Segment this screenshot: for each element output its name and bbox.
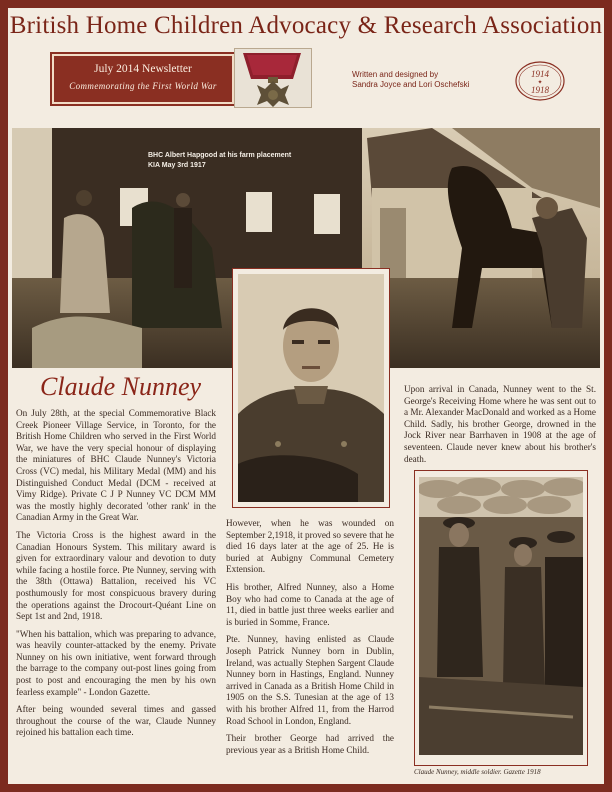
years-emblem (514, 60, 566, 102)
article-column-1 (16, 408, 216, 745)
paragraph: Upon arrival in Canada, Nunney went to the St. George's Receiving Home where he was sent out to a Mr. Alexander MacDonald and worked as a Home Child. Sadly, his brother George, drowned in the Jock River near Barrhaven in 1908 at the age of seventeen. Claude never knew about his brother's death. (404, 384, 596, 464)
paragraph: On July 28th, at the special Commemorative Black Creek Pioneer Village Service, in Toronto, for the British Home Children who served in the First World War, we have the very special honour of displaying the miniatures of BHC Claude Nunney's Victoria Cross (VC) medal, his Military Medal (MM) and his Distinguished Conduct Medal (DCM - received at Vimy Ridge). Private C J P Nunney VC DCM MM was the mostly highly decorated 'other rank' in the Canadian Army in the Great War. (16, 408, 216, 523)
newsletter-banner (52, 54, 234, 104)
article-column-3 (404, 384, 596, 471)
paragraph: "When his battalion, which was preparing to advance, was heavily counter-attacked by the enemy. Private Nunney on his own initiative, went forward through the barrage to the company out-post lines going from post to post and encouraging the men by his own fearless example" - London Gazette. (16, 628, 216, 697)
farm-photo-caption (148, 151, 291, 171)
paragraph: However, when he was wounded on September 2,1918, it proved so severe that he died 16 days later at the age of 25. He is buried at Aubigny Communal Cemetery Extension. (226, 518, 394, 575)
paragraph: The Victoria Cross is the highest award in the Canadian Honours System. This military award is given for extraordinary valour and devotion to duty while facing a hostile force. Pte Nunney, serving with the 38th (Ottawa) Battalion, received his VC posthumously for most conspicuous bravery during the operations against the Drocourt-Quéant Line on Sept 1st and 2nd, 1918. (16, 529, 216, 622)
paragraph: His brother, Alfred Nunney, also a Home Boy who had come to Canada at the age of 11, died in battle just three weeks earlier and is buried in Somme, France. (226, 581, 394, 627)
paragraph: Their brother George had arrived the previous year as a British Home Child. (226, 733, 394, 755)
year-end: 1918 (531, 85, 549, 95)
newsletter-subtitle: Commemorating the First World War (69, 81, 217, 91)
paragraph: Pte. Nunney, having enlisted as Claude Joseph Patrick Nunney born in Dublin, Ireland, was actually Stephen Sargent Claude Nunney born in Hastings, England. Nunney arrived in Canada as a British Home Child in 1905 on the S.S. Tunesian at the age of 13 with his brother Alfred 11, from the Harrod Road School in London, England. (226, 634, 394, 726)
paragraph: After being wounded several times and gassed throughout the course of the war, Claude Nunney rejoined his battalion each time. (16, 704, 216, 738)
page-title: British Home Children Advocacy & Research Association (9, 12, 603, 39)
credits (352, 70, 469, 90)
article-column-2 (226, 518, 394, 762)
article-heading: Claude Nunney (40, 372, 202, 401)
svg-text:✦: ✦ (537, 80, 543, 86)
farm-photo-caption-line2: KIA May 3rd 1917 (148, 162, 206, 169)
credits-line2: Sandra Joyce and Lori Oschefski (352, 80, 470, 89)
credits-line1: Written and designed by (352, 70, 439, 79)
soldiers-photo-caption: Claude Nunney, middle soldier. Gazette 1918 (414, 768, 541, 776)
year-start: 1914 (531, 69, 549, 79)
claude-nunney-portrait (232, 268, 390, 508)
soldiers-photo (414, 470, 588, 766)
farm-photo-caption-line1: BHC Albert Hapgood at his farm placement (148, 152, 292, 159)
victoria-cross-medal-image (234, 48, 312, 108)
medal-icon (235, 49, 311, 107)
newsletter-date: July 2014 Newsletter (94, 63, 192, 75)
